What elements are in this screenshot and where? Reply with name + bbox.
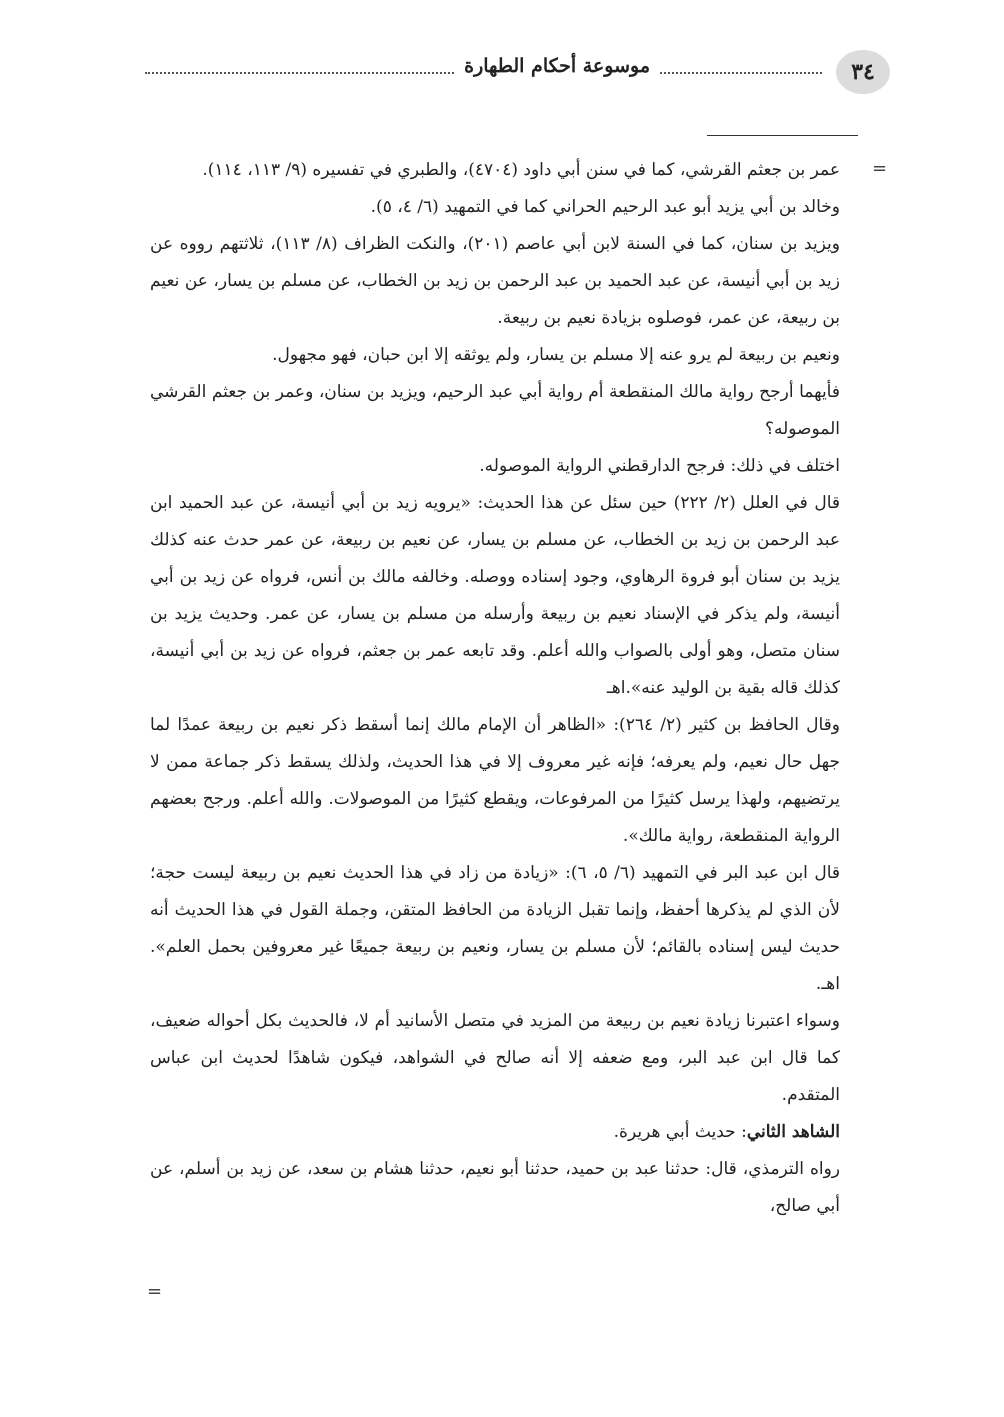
paragraph: قال في العلل (٢/ ٢٢٢) حين سئل عن هذا الحديث: «يرويه زيد بن أبي أنيسة، عن عبد الحميد ابن عبد الرحمن بن زيد بن الخطاب، عن مسلم بن يسار، عن نعيم بن ربيعة، عن عمر حدث عنه كذلك يزيد بن سنان أبو فروة الرهاوي، وجود إسناده ووصله. وخالفه مالك بن أنس، فرواه عن زيد بن أبي أنيسة، ولم يذكر في الإسناد نعيم بن ربيعة وأرسله من مسلم بن يسار، عن عمر. وحديث يزيد بن سنان متصل، وهو أولى بالصواب والله أعلم. وقد تابعه عمر بن جعثم، فرواه عن زيد بن أبي أنيسة، كذلك قاله بقية بن الوليد عنه».اهـ xyxy=(150,493,840,698)
paragraph: فأيهما أرجح رواية مالك المنقطعة أم رواية أبي عبد الرحيم، ويزيد بن سنان، وعمر بن جعثم القرشي الموصوله؟ xyxy=(150,382,840,439)
paragraph: ويزيد بن سنان، كما في السنة لابن أبي عاصم (٢٠١)، والنكت الظراف (٨/ ١١٣)، ثلاثتهم رووه عن زيد بن أبي أنيسة، عن عبد الحميد بن عبد الرحمن بن زيد بن الخطاب، عن مسلم بن يسار، عن نعيم بن ربيعة، عن عمر، فوصلوه بزيادة نعيم بن ربيعة. xyxy=(150,234,840,328)
paragraph: وقال الحافظ بن كثير (٢/ ٢٦٤): «الظاهر أن الإمام مالك إنما أسقط ذكر نعيم بن ربيعة عمدًا لما جهل حال نعيم، ولم يعرفه؛ فإنه غير معروف إلا في هذا الحديث، ولذلك يسقط ذكر جماعة ممن لا يرتضيهم، ولهذا يرسل كثيرًا من المرفوعات، ويقطع كثيرًا من الموصولات. والله أعلم. ورجح بعضهم الرواية المنقطعة، رواية مالك». xyxy=(150,715,840,846)
page-header xyxy=(145,50,890,94)
witness-text: : حديث أبي هريرة. xyxy=(613,1122,747,1142)
witness-line xyxy=(150,1114,840,1151)
page-number: ٣٤ xyxy=(836,50,890,94)
continuation-mark-bottom: = xyxy=(147,1281,163,1302)
paragraph: اختلف في ذلك: فرجح الدارقطني الرواية الموصوله. xyxy=(479,456,840,476)
continuation-mark-top: = xyxy=(872,158,888,179)
paragraph: وخالد بن أبي يزيد أبو عبد الرحيم الحراني كما في التمهيد (٦/ ٤، ٥). xyxy=(370,197,840,217)
paragraph: عمر بن جعثم القرشي، كما في سنن أبي داود (٤٧٠٤)، والطبري في تفسيره (٩/ ١١٣، ١١٤). xyxy=(202,160,840,180)
footnote-body xyxy=(150,152,840,1225)
paragraph: ونعيم بن ربيعة لم يرو عنه إلا مسلم بن يسار، ولم يوثقه إلا ابن حبان، فهو مجهول. xyxy=(272,345,840,365)
paragraph: قال ابن عبد البر في التمهيد (٦/ ٥، ٦): «زيادة من زاد في هذا الحديث نعيم بن ربيعة ليست حجة؛ لأن الذي لم يذكرها أحفظ، وإنما تقبل الزيادة من الحافظ المتقن، وجملة القول في هذا الحديث أنه حديث ليس إسناده بالقائم؛ لأن مسلم بن يسار، ونعيم بن ربيعة جميعًا غير معروفين بحمل العلم». اهـ. xyxy=(150,863,840,994)
paragraph: رواه الترمذي، قال: حدثنا عبد بن حميد، حدثنا أبو نعيم، حدثنا هشام بن سعد، عن زيد بن أسلم، عن أبي صالح، xyxy=(150,1159,840,1216)
book-title: موسوعة أحكام الطهارة xyxy=(454,55,660,77)
footnote-rule xyxy=(707,135,858,136)
witness-label: الشاهد الثاني xyxy=(746,1122,840,1142)
paragraph: وسواء اعتبرنا زيادة نعيم بن ربيعة من المزيد في متصل الأسانيد أم لا، فالحديث بكل أحواله ضعيف، كما قال ابن عبد البر، ومع ضعفه إلا أنه صالح في الشواهد، فيكون شاهدًا لحديث ابن عباس المتقدم. xyxy=(150,1011,840,1105)
